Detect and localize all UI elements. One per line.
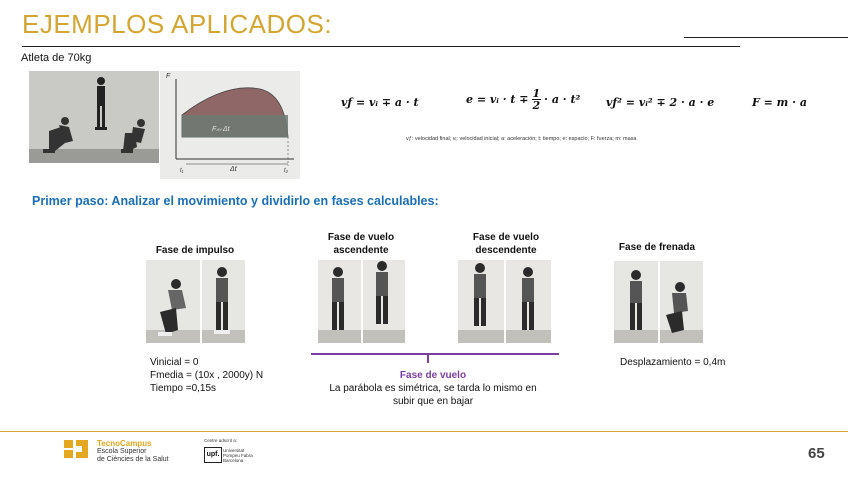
descending-phase-photo	[458, 260, 551, 343]
athlete-subtitle: Atleta de 70kg	[21, 52, 92, 64]
upf-logo	[204, 447, 222, 463]
jump-sequence-photo	[29, 71, 159, 163]
fraction-half	[532, 88, 542, 111]
graph-y-axis-label: F	[166, 73, 171, 80]
flight-bracket-tick	[427, 353, 429, 363]
phase-label-descending: Fase de vuelo descendente	[472, 232, 540, 256]
title-underline-right	[684, 37, 848, 38]
phase-label-impulse: Fase de impulso	[155, 245, 235, 256]
flight-phase-note	[300, 369, 566, 408]
tecnocampus-brand	[97, 440, 169, 464]
impulse-mean-force: Fmedia = (10x , 2000y) N	[150, 370, 264, 381]
equation-displacement-right: · a · t²	[544, 93, 581, 106]
braking-displacement: Desplazamiento = 0,4m	[620, 357, 726, 368]
phase-label-ascending: Fase de vuelo ascendente	[327, 232, 395, 256]
school-line1: Escola Superior	[97, 448, 147, 455]
slide-title: EJEMPLOS APLICADOS:	[22, 9, 333, 39]
equation-force: F = m · a	[752, 96, 807, 109]
fraction-denominator: 2	[532, 99, 541, 112]
graph-t1: t₁	[180, 168, 184, 174]
impulse-phase-photo	[146, 260, 245, 343]
equation-displacement	[466, 88, 580, 111]
tecnocampus-logo-icon	[64, 440, 88, 458]
impulse-time: Tiempo =0,15s	[150, 383, 217, 394]
flight-phase-line2: subir que en bajar	[392, 396, 474, 407]
fraction-numerator: 1	[532, 87, 541, 100]
graph-delta-t: Δt	[230, 166, 237, 173]
school-line2: de Ciències de la Salut	[97, 456, 169, 463]
tecnocampus-name: TecnoCampus	[97, 439, 152, 448]
associated-label: Centre adscrit a:	[204, 438, 238, 443]
upf-logo-text: upf.	[206, 451, 220, 458]
upf-line2: Pompeu Fabra	[223, 453, 253, 458]
impulse-info	[150, 356, 263, 395]
upf-line1: Universitat	[223, 448, 245, 453]
upf-name	[223, 448, 253, 463]
impulse-initial-velocity: Vinicial = 0	[150, 357, 199, 368]
equation-displacement-left: e = vᵢ · t ∓	[466, 93, 529, 106]
title-underline	[22, 46, 740, 47]
phase-label-braking: Fase de frenada	[618, 242, 696, 253]
equation-final-velocity: vƒ = vᵢ ∓ a · t	[341, 96, 419, 109]
braking-phase-photo	[614, 261, 703, 343]
equation-velocity-squared: vƒ² = vᵢ² ∓ 2 · a · e	[606, 96, 715, 109]
equation-legend: vƒ: velocidad final; vᵢ: velocidad inicial; a: aceleración; t: tiempo; e: espacio; F: fuerza; m: masa	[406, 136, 637, 142]
flight-bracket-line	[311, 353, 559, 355]
step-heading: Primer paso: Analizar el movimiento y dividirlo en fases calculables:	[32, 194, 439, 208]
footer-rule	[0, 431, 848, 432]
upf-line3: Barcelona	[223, 458, 244, 463]
graph-area-label: Fₘ·Δt	[212, 126, 230, 133]
page-number: 65	[808, 445, 825, 462]
force-time-graph	[160, 71, 300, 179]
flight-phase-title: Fase de vuelo	[399, 370, 467, 381]
flight-phase-line1: La parábola es simétrica, se tarda lo mismo en	[329, 383, 537, 394]
ascending-phase-photo	[318, 260, 405, 343]
graph-t2: t₂	[284, 168, 288, 174]
